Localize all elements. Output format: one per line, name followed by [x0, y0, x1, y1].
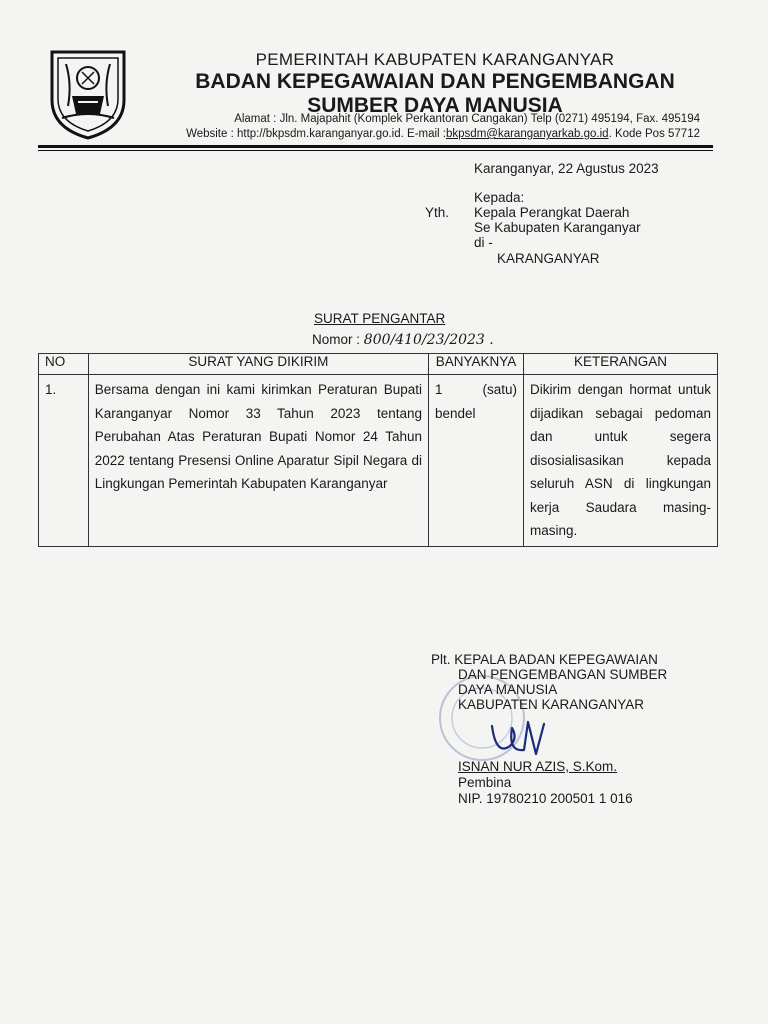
letter-date: Karanganyar, 22 Agustus 2023: [474, 161, 659, 176]
col-header-surat: SURAT YANG DIKIRIM: [88, 354, 428, 375]
signatory-title-2: DAN PENGEMBANGAN SUMBER: [458, 667, 668, 682]
postcode-text: . Kode Pos 57712: [608, 128, 700, 140]
to-label: Kepada:: [474, 190, 525, 205]
col-header-keterangan: KETERANGAN: [523, 354, 717, 375]
cell-keterangan: Dikirim dengan hormat untuk dijadikan sebagai pedoman dan untuk segera disosialisasikan kepada seluruh ASN di lingkungan kerja Saudara masing-masing.: [523, 375, 717, 547]
signatory-name: ISNAN NUR AZIS, S.Kom.: [458, 759, 618, 774]
yth-label: Yth.: [425, 205, 450, 220]
signatory-title-4: KABUPATEN KARANGANYAR: [458, 697, 645, 712]
quantity-word: bendel: [435, 405, 476, 421]
signatory-nip: NIP. 19780210 200501 1 016: [458, 791, 633, 806]
recipient-line-3: di -: [474, 235, 493, 250]
agency-name-1: BADAN KEPEGAWAIAN DAN PENGEMBANGAN: [195, 70, 675, 93]
letter-title: SURAT PENGANTAR: [314, 311, 446, 326]
agency-name-2: SUMBER DAYA MANUSIA: [307, 94, 563, 117]
col-header-banyaknya: BANYAKNYA: [429, 354, 524, 375]
document-table: [38, 353, 718, 547]
table-row: [39, 375, 718, 547]
col-header-no: NO: [39, 354, 89, 375]
recipient-line-2: Se Kabupaten Karanganyar: [474, 220, 641, 235]
number-value: 800/410/23/2023 .: [363, 332, 494, 348]
contact-line: [140, 127, 700, 142]
cell-surat: Bersama dengan ini kami kirimkan Peraturan Bupati Karanganyar Nomor 33 Tahun 2023 tentang Perubahan Atas Peraturan Bupati Nomor 24 Tahun 2022 tentang Presensi Online Aparatur Sipil Negara di Lingkungan Pemerintah Kabupaten Karanganyar: [88, 375, 428, 547]
handwritten-signature-icon: [488, 716, 558, 760]
cell-banyaknya: [429, 375, 524, 547]
address-line: Alamat : Jln. Majapahit (Komplek Perkantoran Cangakan) Telp (0271) 495194, Fax. 495194: [234, 113, 700, 125]
email-text: bkpsdm@karanganyarkab.go.id: [446, 128, 609, 140]
table-header-row: [39, 354, 718, 375]
signatory-rank: Pembina: [458, 775, 512, 790]
agency-address: [140, 112, 700, 142]
recipient-city: KARANGANYAR: [497, 251, 600, 266]
header-rule-thin: [38, 150, 713, 151]
recipient-line-1: Kepala Perangkat Daerah: [474, 205, 630, 220]
signatory-title-1: Plt. KEPALA BADAN KEPEGAWAIAN: [431, 652, 658, 667]
header-rule-thick: [38, 145, 713, 148]
number-label: Nomor :: [312, 332, 361, 347]
quantity-unit: (satu): [482, 382, 517, 397]
quantity-number: 1: [435, 382, 443, 397]
website-text: Website : http://bkpsdm.karanganyar.go.id. E-mail :: [186, 128, 447, 140]
cell-no: 1.: [39, 375, 89, 547]
gov-name: PEMERINTAH KABUPATEN KARANGANYAR: [255, 50, 615, 69]
regency-emblem-icon: [42, 44, 134, 140]
signatory-title-3: DAYA MANUSIA: [458, 682, 558, 697]
letterhead: [140, 50, 730, 118]
letter-number: [312, 332, 494, 348]
